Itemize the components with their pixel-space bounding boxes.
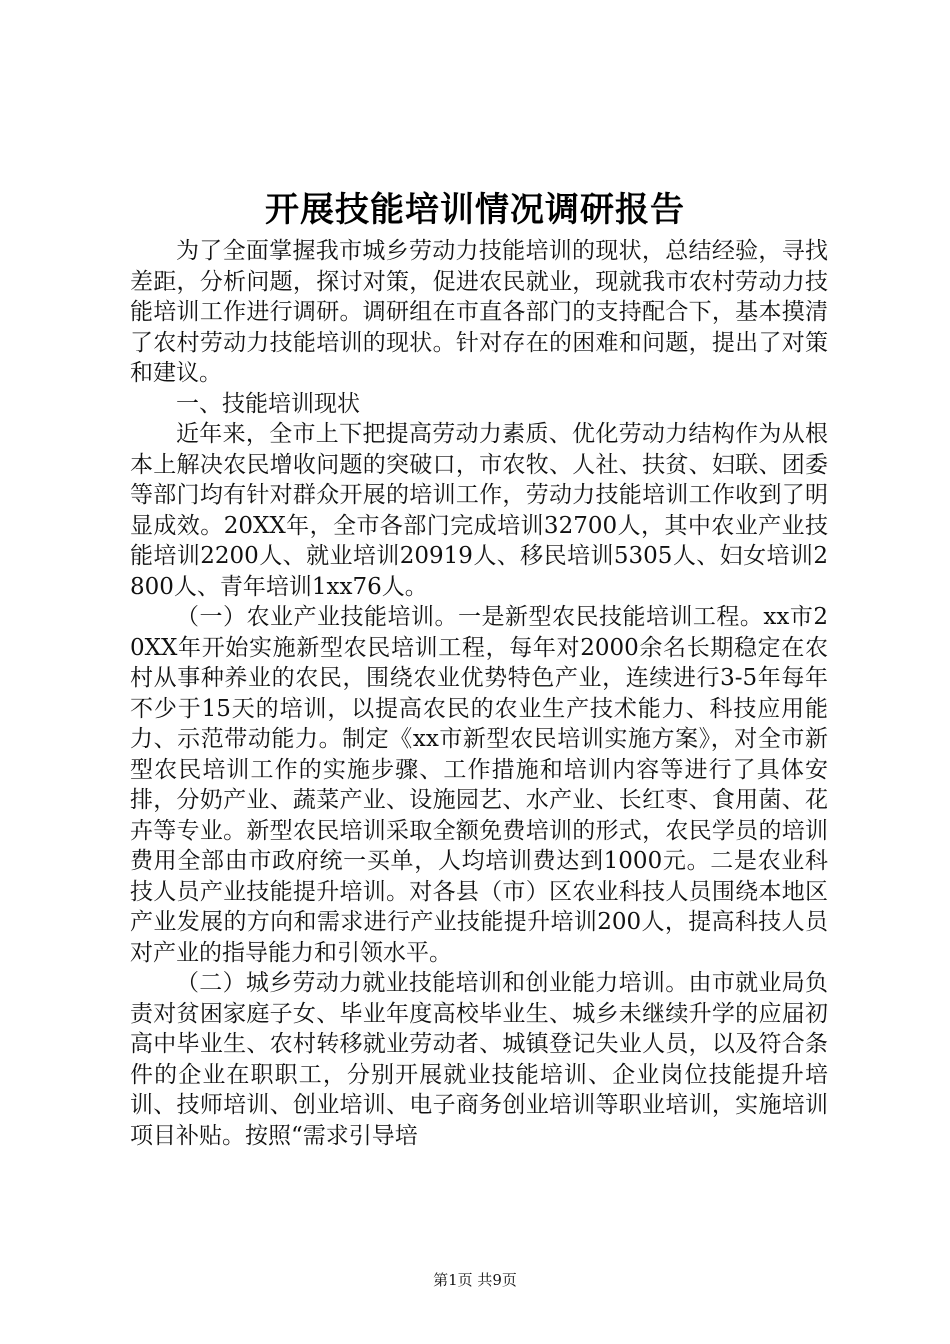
section-heading: 一、技能培训现状 [176, 390, 360, 417]
page-footer: 第1页 共9页 [433, 1271, 517, 1289]
paragraph-current-status: 近年来，全市上下把提高劳动力素质、优化劳动力结构作为从根本上解决农民增收问题的突破口，市农牧、人社、扶贫、妇联、团委等部门均有针对群众开展的培训工作，劳动力技能培训工作收到了明显成效。20XX年，全市各部门完成培训32700人，其中农业产业技能培训2200人、就业培训20919人、移民培训5305人、妇女培训2800人、青年培训1xx76人。 [130, 421, 828, 600]
paragraph-intro: 为了全面掌握我市城乡劳动力技能培训的现状，总结经验，寻找差距，分析问题，探讨对策，促进农民就业，现就我市农村劳动力技能培训工作进行调研。调研组在市直各部门的支持配合下，基本摸清了农村劳动力技能培训的现状。针对存在的困难和问题，提出了对策和建议。 [130, 238, 828, 386]
document-title: 开展技能培训情况调研报告 [265, 190, 685, 230]
document-body [130, 236, 828, 1151]
paragraph-agricultural-training: （一）农业产业技能培训。一是新型农民技能培训工程。xx市20XX年开始实施新型农民培训工程，每年对2000余名长期稳定在农村从事种养业的农民，围绕农业优势特色产业，连续进行3-5年每年不少于15天的培训，以提高农民的农业生产技术能力、科技应用能力、示范带动能力。制定《xx市新型农民培训实施方案》，对全市新型农民培训工作的实施步骤、工作措施和培训内容等进行了具体安排，分奶产业、蔬菜产业、设施园艺、水产业、长红枣、食用菌、花卉等专业。新型农民培训采取全额免费培训的形式，农民学员的培训费用全部由市政府统一买单，人均培训费达到1000元。二是农业科技人员产业技能提升培训。对各县（市）区农业科技人员围绕本地区产业发展的方向和需求进行产业技能提升培训200人，提高科技人员对产业的指导能力和引领水平。 [130, 604, 828, 966]
paragraph-employment-training: （二）城乡劳动力就业技能培训和创业能力培训。由市就业局负责对贫困家庭子女、毕业年度高校毕业生、城乡未继续升学的应届初高中毕业生、农村转移就业劳动者、城镇登记失业人员，以及符合条件的企业在职职工，分别开展就业技能培训、企业岗位技能提升培训、技师培训、创业培训、电子商务创业培训等职业培训，实施培训项目补贴。按照“需求引导培 [130, 970, 828, 1149]
